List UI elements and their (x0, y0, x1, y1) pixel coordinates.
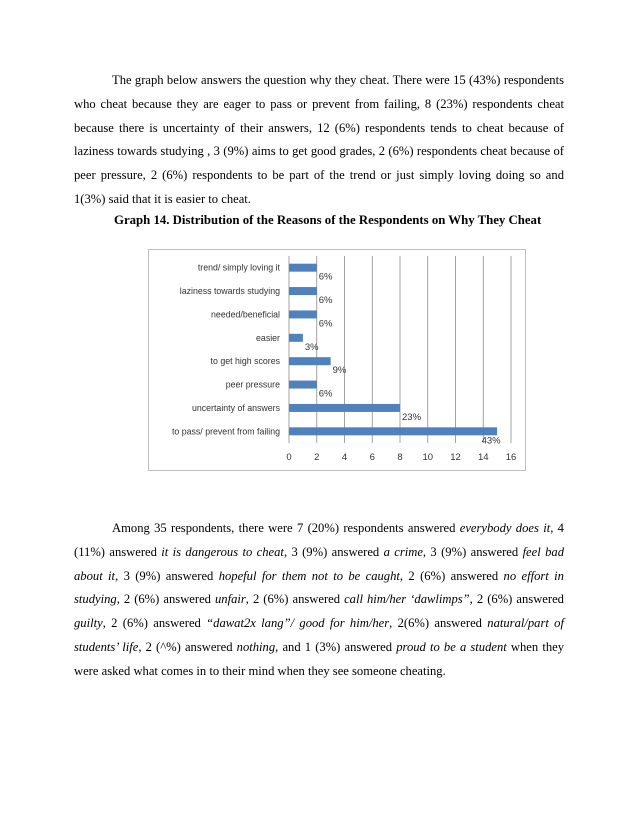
x-tick-label: 16 (505, 452, 517, 463)
text-segment: , 2 (6%) answered (116, 592, 215, 607)
category-label: to pass/ prevent from failing (171, 426, 280, 437)
text-segment: Among 35 respondents, there were 7 (20%) respondents answered (112, 521, 460, 535)
bar (289, 404, 400, 412)
text-segment: when they were asked what comes in to their mind when they see someone cheating. (74, 639, 565, 678)
italic-answer: feel bad about it (74, 544, 564, 583)
category-label: to get high scores (210, 356, 280, 367)
italic-answer: it is dangerous to cheat (161, 544, 284, 559)
text-segment: , 2 (^%) answered (138, 639, 237, 654)
category-label: uncertainty of answers (191, 402, 280, 413)
text-segment: , 2 (6%) answered (399, 568, 504, 583)
data-label: 6% (318, 318, 333, 330)
data-label: 6% (318, 295, 333, 307)
italic-answer: a crime (383, 544, 423, 559)
chart-svg (149, 250, 527, 472)
italic-answer: guilty (74, 616, 103, 631)
text-segment: , 3 (9%) answered (422, 544, 523, 559)
bar (289, 357, 331, 365)
bar (289, 381, 317, 389)
x-tick-label: 12 (450, 452, 461, 463)
x-tick-label: 6 (369, 452, 375, 463)
italic-answer: hopeful for them not to be caught (218, 568, 400, 583)
data-label: 6% (318, 388, 333, 400)
italic-answer: everybody does it, (459, 521, 554, 535)
italic-answer: proud to be a student (396, 639, 507, 654)
category-label: trend/ simply loving it (197, 262, 280, 273)
bar-chart (148, 249, 526, 471)
italic-answer: call him/her ‘dawlimps”, (344, 592, 473, 607)
text-segment: , 2 (6%) answered (102, 616, 207, 631)
data-label: 3% (304, 341, 319, 353)
x-tick-label: 0 (286, 452, 292, 463)
text-segment: , and 1 (3%) answered (275, 639, 397, 654)
bar (289, 287, 317, 295)
italic-answer: no effort in studying (74, 568, 564, 607)
text-segment: 2 (6%) answered (472, 592, 564, 607)
bar (289, 334, 303, 342)
text-segment: , 3 (9%) answered (115, 568, 219, 583)
x-tick-label: 14 (477, 452, 489, 463)
intro-paragraph: The graph below answers the question why they cheat. There were 15 (43%) respondents who cheat because they are eager to pass or prevent from failing, 8 (23%) respondents cheat because there is uncertainty of their answers, 12 (6%) respondents tends to cheat because of laziness towards studying , 3 (9%) aims to get good grades, 2 (6%) respondents cheat because of peer pressure, 2 (6%) respondents to be part of the trend or just simply loving doing so and 1(3%) said that it is easier to cheat. (74, 73, 564, 206)
category-label: easier (256, 332, 280, 343)
italic-answer: “dawat2x lang”/ good for him/her (206, 616, 390, 631)
chart-bars (289, 264, 497, 436)
x-tick-label: 8 (397, 452, 403, 463)
italic-answer: unfair (214, 592, 246, 607)
data-label: 6% (318, 271, 333, 283)
italic-answer: nothing (236, 639, 276, 654)
text-segment: , 2 (6%) answered (245, 592, 345, 607)
responses-paragraph (74, 517, 564, 684)
category-label: laziness towards studying (179, 286, 280, 297)
text-segment: 4 (11%) answered (74, 521, 564, 559)
category-label: peer pressure (225, 379, 280, 390)
category-label: needed/beneficial (211, 309, 280, 320)
italic-answer: natural/part of students’ life (74, 616, 564, 654)
bar (289, 427, 497, 435)
graph-caption: Graph 14. Distribution of the Reasons of the Respondents on Why They Cheat (114, 213, 542, 227)
text-segment: , 2(6%) answered (389, 616, 488, 631)
x-tick-label: 10 (422, 452, 434, 463)
x-tick-label: 2 (314, 452, 320, 463)
data-label: 9% (332, 365, 347, 377)
bar (289, 310, 317, 318)
x-tick-label: 4 (341, 452, 348, 463)
chart-gridlines (289, 256, 511, 443)
data-label: 23% (402, 411, 422, 423)
bar (289, 264, 317, 272)
text-segment: , 3 (9%) answered (283, 544, 384, 559)
data-label: 43% (481, 435, 501, 447)
